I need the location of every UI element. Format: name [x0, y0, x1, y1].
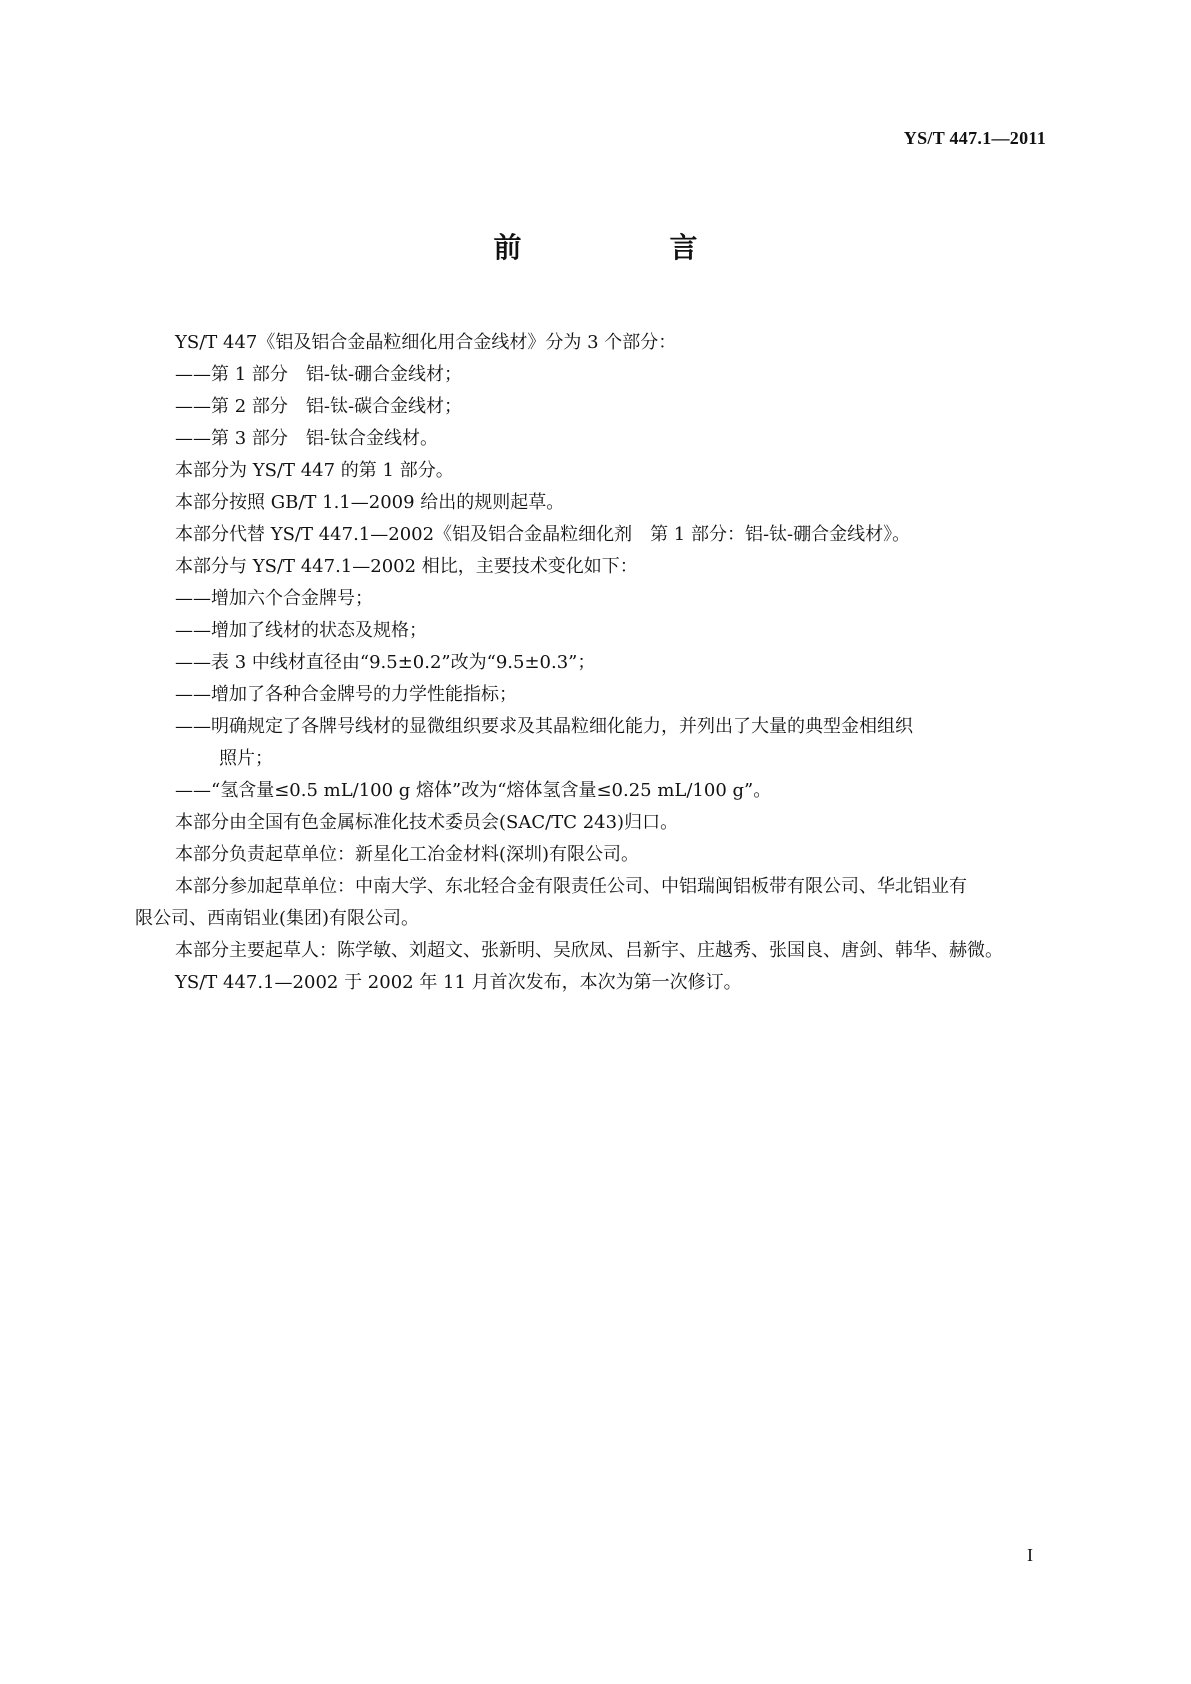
paragraph-lead-drafter: 本部分负责起草单位：新星化工冶金材料(深圳)有限公司。: [175, 844, 640, 865]
paragraph-changes-intro: 本部分与 YS/T 447.1—2002 相比，主要技术变化如下：: [175, 556, 638, 577]
list-item-part-1: ——第 1 部分 铝-钛-硼合金线材；: [175, 364, 463, 385]
page-title: 前 言: [493, 231, 758, 264]
page-number: I: [1027, 1545, 1033, 1565]
paragraph-main-drafters: 本部分主要起草人：陈学敏、刘超文、张新明、吴欣凤、吕新宇、庄越秀、张国良、唐剑、韩华、赫微。: [175, 940, 1003, 961]
paragraph-drafting-rules: 本部分按照 GB/T 1.1—2009 给出的规则起草。: [175, 492, 565, 513]
list-item-part-2: ——第 2 部分 铝-钛-碳合金线材；: [175, 396, 463, 417]
paragraph-responsible-committee: 本部分由全国有色金属标准化技术委员会(SAC/TC 243)归口。: [175, 812, 679, 833]
list-item-change-1: ——增加六个合金牌号；: [175, 588, 373, 609]
list-item-part-3: ——第 3 部分 铝-钛合金线材。: [175, 428, 438, 449]
document-code: YS/T 447.1—2011: [903, 128, 1046, 148]
paragraph-revision-history: YS/T 447.1—2002 于 2002 年 11 月首次发布，本次为第一次修订。: [175, 972, 742, 993]
paragraph-part-statement: 本部分为 YS/T 447 的第 1 部分。: [175, 460, 454, 481]
list-item-change-5-continued: 照片；: [219, 748, 273, 769]
list-item-change-2: ——增加了线材的状态及规格；: [175, 620, 427, 641]
foreword-body: [135, 327, 1060, 999]
paragraph-participating-drafters-continued: 限公司、西南铝业(集团)有限公司。: [135, 908, 420, 929]
list-item-change-4: ——增加了各种合金牌号的力学性能指标；: [175, 684, 517, 705]
list-item-change-6: ——“氢含量≤0.5 mL/100 g 熔体”改为“熔体氢含量≤0.25 mL/100 g”。: [175, 780, 772, 801]
paragraph-participating-drafters: 本部分参加起草单位：中南大学、东北轻合金有限责任公司、中铝瑞闽铝板带有限公司、华北铝业有: [175, 876, 967, 897]
list-item-change-3: ——表 3 中线材直径由“9.5±0.2”改为“9.5±0.3”；: [175, 652, 596, 673]
paragraph-structure: YS/T 447《铝及铝合金晶粒细化用合金线材》分为 3 个部分：: [175, 332, 677, 353]
paragraph-replaces: 本部分代替 YS/T 447.1—2002《铝及铝合金晶粒细化剂 第 1 部分：铝-钛-硼合金线材》。: [175, 524, 911, 545]
list-item-change-5: ——明确规定了各牌号线材的显微组织要求及其晶粒细化能力，并列出了大量的典型金相组织: [175, 716, 913, 737]
